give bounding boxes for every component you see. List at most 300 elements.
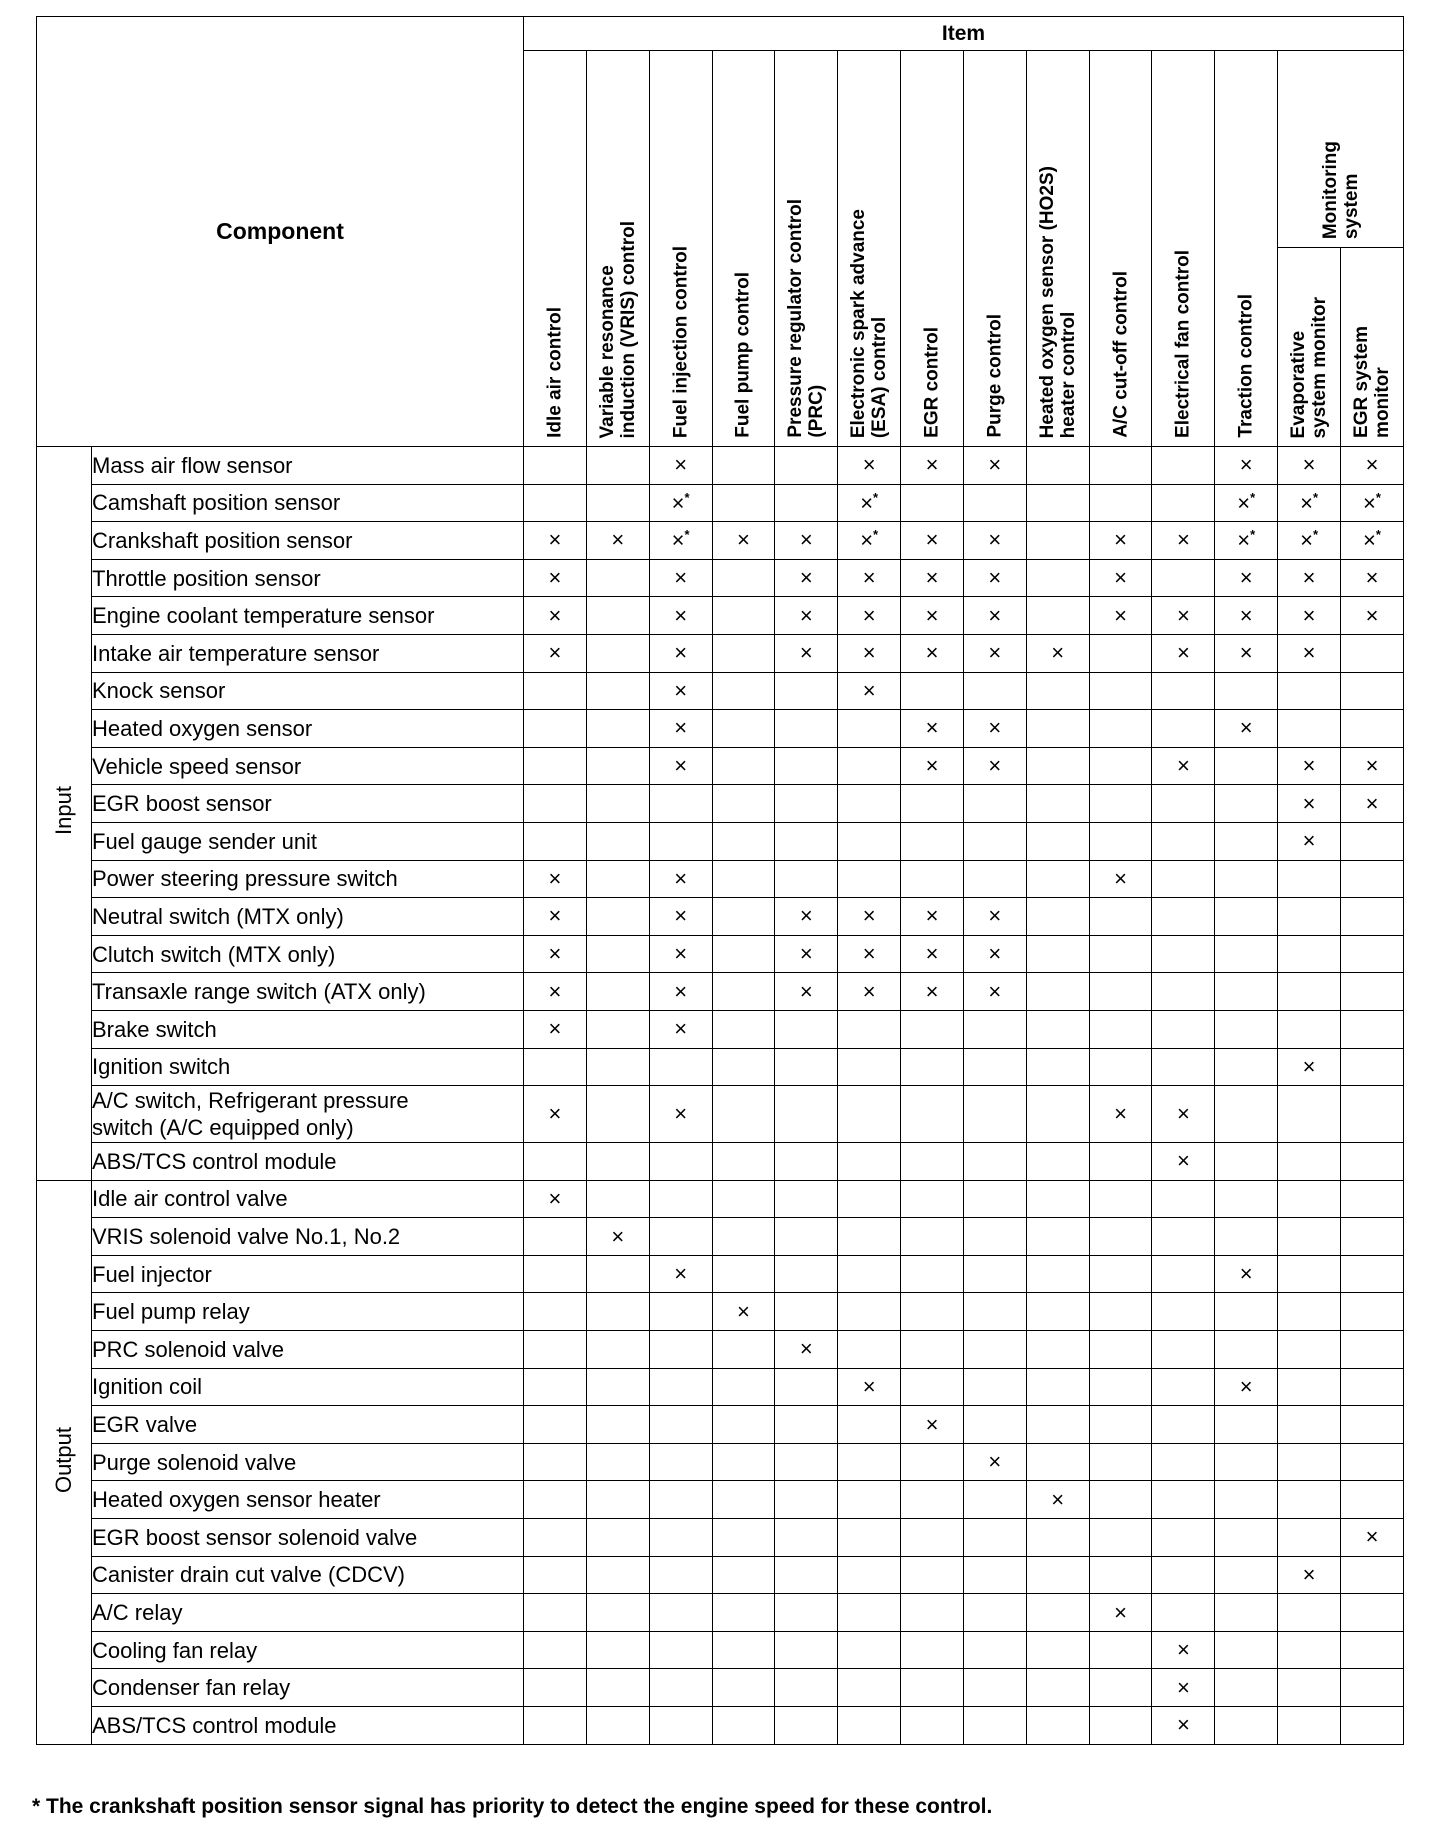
matrix-cell (1026, 1180, 1089, 1218)
matrix-cell (1026, 935, 1089, 973)
matrix-cell (963, 1086, 1026, 1143)
footnote-marker: * (1375, 527, 1381, 543)
column-header-label: Pressure regulator control (PRC) (785, 199, 828, 438)
matrix-cell (963, 1048, 1026, 1086)
matrix-cell (963, 1519, 1026, 1557)
matrix-cell (1089, 747, 1152, 785)
column-header (1340, 248, 1403, 447)
matrix-cell (775, 1368, 838, 1406)
matrix-cell (901, 1519, 964, 1557)
column-header-label: Electrical fan control (1172, 250, 1194, 438)
matrix-cell: × (1340, 559, 1403, 597)
table-row (37, 1594, 1404, 1632)
matrix-cell (963, 1556, 1026, 1594)
matrix-cell (1215, 747, 1278, 785)
matrix-cell: × (963, 747, 1026, 785)
matrix-cell (586, 1594, 649, 1632)
matrix-cell: × (1215, 634, 1278, 672)
matrix-cell (1152, 1255, 1215, 1293)
matrix-cell: × (1152, 522, 1215, 560)
matrix-cell (712, 634, 775, 672)
component-name: Camshaft position sensor (92, 484, 524, 522)
component-name: Purge solenoid valve (92, 1443, 524, 1481)
matrix-cell (1278, 1180, 1341, 1218)
matrix-cell (1026, 1143, 1089, 1181)
matrix-cell (1026, 1556, 1089, 1594)
matrix-cell (586, 1631, 649, 1669)
matrix-cell (1089, 1669, 1152, 1707)
matrix-cell (1278, 1669, 1341, 1707)
component-name: EGR valve (92, 1406, 524, 1444)
matrix-cell: × (524, 634, 587, 672)
component-name: EGR boost sensor (92, 785, 524, 823)
matrix-cell (524, 1631, 587, 1669)
matrix-cell (1340, 935, 1403, 973)
matrix-cell: × (524, 522, 587, 560)
matrix-cell (649, 822, 712, 860)
matrix-cell (838, 1331, 901, 1369)
matrix-cell (524, 1255, 587, 1293)
matrix-cell (1089, 1143, 1152, 1181)
matrix-cell (712, 1406, 775, 1444)
footnote-marker: * (873, 527, 879, 543)
component-name: ABS/TCS control module (92, 1143, 524, 1181)
matrix-cell: × (901, 747, 964, 785)
matrix-cell (1340, 1086, 1403, 1143)
matrix-cell: × (963, 597, 1026, 635)
matrix-cell (1340, 1143, 1403, 1181)
footnote-marker: * (873, 489, 879, 505)
matrix-cell (838, 1143, 901, 1181)
matrix-cell (1340, 1368, 1403, 1406)
matrix-cell (586, 973, 649, 1011)
matrix-cell (838, 1519, 901, 1557)
matrix-cell (649, 1331, 712, 1369)
matrix-cell (712, 1180, 775, 1218)
matrix-cell: × (838, 672, 901, 710)
matrix-cell (838, 1556, 901, 1594)
matrix-cell: × (1340, 785, 1403, 823)
matrix-cell (1089, 1331, 1152, 1369)
matrix-cell (901, 822, 964, 860)
matrix-cell (712, 1669, 775, 1707)
matrix-cell (1215, 1143, 1278, 1181)
matrix-cell (838, 1010, 901, 1048)
matrix-cell (586, 860, 649, 898)
matrix-cell: × (649, 935, 712, 973)
matrix-cell (1215, 935, 1278, 973)
matrix-cell: × (1152, 1086, 1215, 1143)
matrix-cell: × (586, 1218, 649, 1256)
matrix-cell (1026, 1368, 1089, 1406)
component-name: Clutch switch (MTX only) (92, 935, 524, 973)
component-name: Heated oxygen sensor (92, 710, 524, 748)
matrix-cell (901, 1180, 964, 1218)
column-header (1152, 51, 1215, 447)
matrix-cell (524, 447, 587, 485)
monitoring-system-label: Monitoring system (1319, 140, 1362, 239)
component-name: A/C switch, Refrigerant pressure switch (A/C equipped only) (92, 1086, 524, 1143)
component-name: Knock sensor (92, 672, 524, 710)
column-header (524, 51, 587, 447)
matrix-cell (1089, 1631, 1152, 1669)
matrix-cell (963, 1218, 1026, 1256)
matrix-cell (901, 1368, 964, 1406)
component-name: Crankshaft position sensor (92, 522, 524, 560)
matrix-cell: × (1152, 1631, 1215, 1669)
matrix-cell: × (649, 898, 712, 936)
matrix-cell (712, 1481, 775, 1519)
matrix-cell (524, 1481, 587, 1519)
matrix-cell (775, 447, 838, 485)
component-name: Intake air temperature sensor (92, 634, 524, 672)
matrix-cell: × (1340, 1519, 1403, 1557)
matrix-cell (712, 710, 775, 748)
matrix-cell (1026, 1519, 1089, 1557)
component-name: Neutral switch (MTX only) (92, 898, 524, 936)
matrix-cell (1215, 1669, 1278, 1707)
matrix-cell (586, 1707, 649, 1745)
matrix-cell (712, 1707, 775, 1745)
component-name: Cooling fan relay (92, 1631, 524, 1669)
matrix-cell (1089, 1255, 1152, 1293)
matrix-cell: × (1278, 1048, 1341, 1086)
matrix-cell (1278, 1086, 1341, 1143)
matrix-cell (963, 1631, 1026, 1669)
matrix-cell (712, 785, 775, 823)
matrix-cell: × (901, 559, 964, 597)
matrix-cell (1026, 1669, 1089, 1707)
column-header-label: Electronic spark advance (ESA) control (848, 208, 891, 438)
matrix-cell (1215, 1293, 1278, 1331)
matrix-cell (775, 1406, 838, 1444)
column-header-label: A/C cut-off control (1110, 271, 1132, 438)
column-header-label: Traction control (1235, 294, 1257, 438)
matrix-cell (1089, 1218, 1152, 1256)
component-name: Ignition coil (92, 1368, 524, 1406)
matrix-cell: × (524, 1086, 587, 1143)
matrix-cell (963, 1255, 1026, 1293)
table-row (37, 1143, 1404, 1181)
matrix-cell (1215, 1010, 1278, 1048)
matrix-cell (712, 1331, 775, 1369)
matrix-cell (712, 447, 775, 485)
matrix-cell: × (712, 522, 775, 560)
component-name: Vehicle speed sensor (92, 747, 524, 785)
matrix-cell (838, 1218, 901, 1256)
matrix-cell (1026, 785, 1089, 823)
matrix-cell: × (963, 973, 1026, 1011)
matrix-cell: × (1089, 860, 1152, 898)
matrix-cell: × (649, 747, 712, 785)
matrix-cell: × (1215, 1368, 1278, 1406)
matrix-cell (775, 1218, 838, 1256)
matrix-cell: ×* (838, 522, 901, 560)
matrix-cell (1340, 672, 1403, 710)
matrix-cell (586, 634, 649, 672)
matrix-cell (712, 898, 775, 936)
matrix-cell (1340, 1631, 1403, 1669)
matrix-cell: × (649, 860, 712, 898)
matrix-cell: × (838, 597, 901, 635)
component-name: Fuel pump relay (92, 1293, 524, 1331)
matrix-cell: × (838, 898, 901, 936)
matrix-cell: × (1340, 597, 1403, 635)
matrix-cell (1152, 559, 1215, 597)
matrix-cell: × (1340, 447, 1403, 485)
matrix-cell (586, 672, 649, 710)
table-row (37, 1331, 1404, 1369)
matrix-cell (1089, 634, 1152, 672)
component-name: PRC solenoid valve (92, 1331, 524, 1369)
matrix-cell (963, 860, 1026, 898)
matrix-cell (1026, 898, 1089, 936)
table-row (37, 1218, 1404, 1256)
column-header (901, 51, 964, 447)
matrix-cell: × (775, 597, 838, 635)
matrix-cell (775, 1293, 838, 1331)
matrix-cell (901, 1293, 964, 1331)
matrix-cell (1152, 822, 1215, 860)
matrix-cell: × (838, 559, 901, 597)
matrix-cell: × (963, 710, 1026, 748)
matrix-cell (901, 1556, 964, 1594)
matrix-cell (586, 484, 649, 522)
matrix-cell (775, 672, 838, 710)
matrix-cell (1215, 1180, 1278, 1218)
matrix-cell: × (649, 973, 712, 1011)
matrix-cell (1340, 1331, 1403, 1369)
matrix-cell (1215, 1481, 1278, 1519)
matrix-cell (838, 1086, 901, 1143)
matrix-cell: ×* (649, 484, 712, 522)
table-row (37, 447, 1404, 485)
matrix-cell (1026, 1406, 1089, 1444)
matrix-cell (901, 1669, 964, 1707)
matrix-cell (1152, 935, 1215, 973)
matrix-cell (649, 1631, 712, 1669)
matrix-cell (1026, 447, 1089, 485)
matrix-cell (963, 484, 1026, 522)
matrix-cell (1089, 973, 1152, 1011)
matrix-cell (586, 1443, 649, 1481)
matrix-cell: × (649, 672, 712, 710)
table-row (37, 1010, 1404, 1048)
matrix-cell (649, 1293, 712, 1331)
item-header: Item (524, 17, 1404, 51)
matrix-cell (775, 1143, 838, 1181)
matrix-cell (586, 597, 649, 635)
matrix-cell (1278, 860, 1341, 898)
matrix-cell (712, 559, 775, 597)
matrix-cell (712, 1631, 775, 1669)
matrix-cell (712, 747, 775, 785)
matrix-cell (1152, 1443, 1215, 1481)
matrix-cell (1215, 1406, 1278, 1444)
matrix-cell (901, 1631, 964, 1669)
table-row (37, 1443, 1404, 1481)
matrix-cell (1089, 1406, 1152, 1444)
table-row (37, 1556, 1404, 1594)
matrix-cell: ×* (838, 484, 901, 522)
matrix-cell: × (775, 973, 838, 1011)
matrix-cell (1089, 484, 1152, 522)
matrix-cell (524, 822, 587, 860)
matrix-cell: × (963, 522, 1026, 560)
matrix-cell (838, 1707, 901, 1745)
matrix-cell: ×* (1215, 522, 1278, 560)
column-header (712, 51, 775, 447)
matrix-cell (1026, 860, 1089, 898)
matrix-cell: × (649, 634, 712, 672)
matrix-cell (775, 1594, 838, 1632)
matrix-cell: × (901, 522, 964, 560)
footnote-marker: * (1312, 527, 1319, 543)
matrix-cell: × (963, 634, 1026, 672)
matrix-cell: × (901, 898, 964, 936)
matrix-cell (586, 1406, 649, 1444)
matrix-cell (1278, 1443, 1341, 1481)
footnote-marker: * (684, 527, 690, 543)
matrix-cell (524, 1707, 587, 1745)
matrix-cell (712, 822, 775, 860)
component-name: Mass air flow sensor (92, 447, 524, 485)
matrix-cell (838, 1481, 901, 1519)
matrix-cell (1215, 1631, 1278, 1669)
matrix-cell (963, 1331, 1026, 1369)
matrix-cell (963, 785, 1026, 823)
matrix-cell: × (524, 860, 587, 898)
matrix-cell (712, 1368, 775, 1406)
matrix-cell (586, 1669, 649, 1707)
matrix-cell (963, 1180, 1026, 1218)
matrix-cell (586, 1048, 649, 1086)
table-row (37, 1481, 1404, 1519)
component-name: EGR boost sensor solenoid valve (92, 1519, 524, 1557)
matrix-cell (524, 1293, 587, 1331)
matrix-cell (1152, 710, 1215, 748)
matrix-cell (649, 1481, 712, 1519)
matrix-cell (649, 1180, 712, 1218)
matrix-cell: × (838, 447, 901, 485)
matrix-cell: × (838, 1368, 901, 1406)
table-row (37, 1293, 1404, 1331)
matrix-cell (1278, 1368, 1341, 1406)
matrix-cell (1026, 747, 1089, 785)
footnote-marker: * (684, 489, 690, 505)
column-header (838, 51, 901, 447)
matrix-cell (1152, 1594, 1215, 1632)
matrix-cell (1215, 822, 1278, 860)
matrix-cell (586, 1143, 649, 1181)
matrix-cell (649, 1707, 712, 1745)
matrix-cell (1215, 1443, 1278, 1481)
matrix-cell (1152, 1331, 1215, 1369)
matrix-cell: × (838, 634, 901, 672)
column-header-label: Heated oxygen sensor (HO2S) heater control (1036, 165, 1079, 438)
matrix-cell: × (1215, 1255, 1278, 1293)
matrix-cell: × (524, 898, 587, 936)
matrix-cell (712, 935, 775, 973)
matrix-cell (838, 1631, 901, 1669)
matrix-cell (712, 1519, 775, 1557)
matrix-cell (1278, 1519, 1341, 1557)
component-name: Brake switch (92, 1010, 524, 1048)
matrix-cell (586, 447, 649, 485)
matrix-cell (838, 1255, 901, 1293)
matrix-cell (524, 1368, 587, 1406)
matrix-cell (1215, 1556, 1278, 1594)
matrix-cell (775, 1631, 838, 1669)
matrix-cell (1026, 1331, 1089, 1369)
table-row (37, 522, 1404, 560)
matrix-cell: × (963, 447, 1026, 485)
matrix-cell (586, 1180, 649, 1218)
matrix-cell (963, 1594, 1026, 1632)
matrix-cell (1340, 1293, 1403, 1331)
matrix-cell: × (649, 559, 712, 597)
matrix-cell (1026, 710, 1089, 748)
matrix-cell (524, 672, 587, 710)
matrix-cell (1152, 1406, 1215, 1444)
column-header (586, 51, 649, 447)
matrix-cell (963, 822, 1026, 860)
matrix-cell: × (1278, 785, 1341, 823)
matrix-cell (901, 672, 964, 710)
matrix-cell (1278, 1631, 1341, 1669)
matrix-cell: × (524, 559, 587, 597)
matrix-cell (1089, 1293, 1152, 1331)
matrix-cell: × (586, 522, 649, 560)
matrix-cell (712, 973, 775, 1011)
matrix-cell (901, 484, 964, 522)
matrix-cell (712, 1143, 775, 1181)
matrix-cell (586, 1481, 649, 1519)
matrix-cell (1340, 1481, 1403, 1519)
component-name: Heated oxygen sensor heater (92, 1481, 524, 1519)
matrix-cell (586, 935, 649, 973)
matrix-cell (1278, 710, 1341, 748)
component-name: Fuel injector (92, 1255, 524, 1293)
matrix-cell: × (901, 634, 964, 672)
table-row (37, 898, 1404, 936)
matrix-cell (586, 1086, 649, 1143)
matrix-cell (838, 1443, 901, 1481)
matrix-cell: × (901, 597, 964, 635)
matrix-cell (1026, 1594, 1089, 1632)
matrix-cell (649, 785, 712, 823)
matrix-cell: × (1152, 1143, 1215, 1181)
matrix-cell (1278, 1010, 1341, 1048)
matrix-cell (1215, 1218, 1278, 1256)
column-header (649, 51, 712, 447)
matrix-cell (1278, 672, 1341, 710)
matrix-cell: × (1152, 1669, 1215, 1707)
matrix-cell (712, 1048, 775, 1086)
column-header (1278, 248, 1341, 447)
matrix-cell (1278, 1331, 1341, 1369)
component-name: Canister drain cut valve (CDCV) (92, 1556, 524, 1594)
group-label: Output (51, 1426, 76, 1493)
matrix-cell (649, 1406, 712, 1444)
column-header-label: Fuel injection control (670, 245, 692, 438)
matrix-cell: × (649, 447, 712, 485)
matrix-cell (1215, 860, 1278, 898)
matrix-cell (838, 822, 901, 860)
matrix-cell (1152, 1293, 1215, 1331)
matrix-cell (901, 1707, 964, 1745)
matrix-cell (1026, 559, 1089, 597)
